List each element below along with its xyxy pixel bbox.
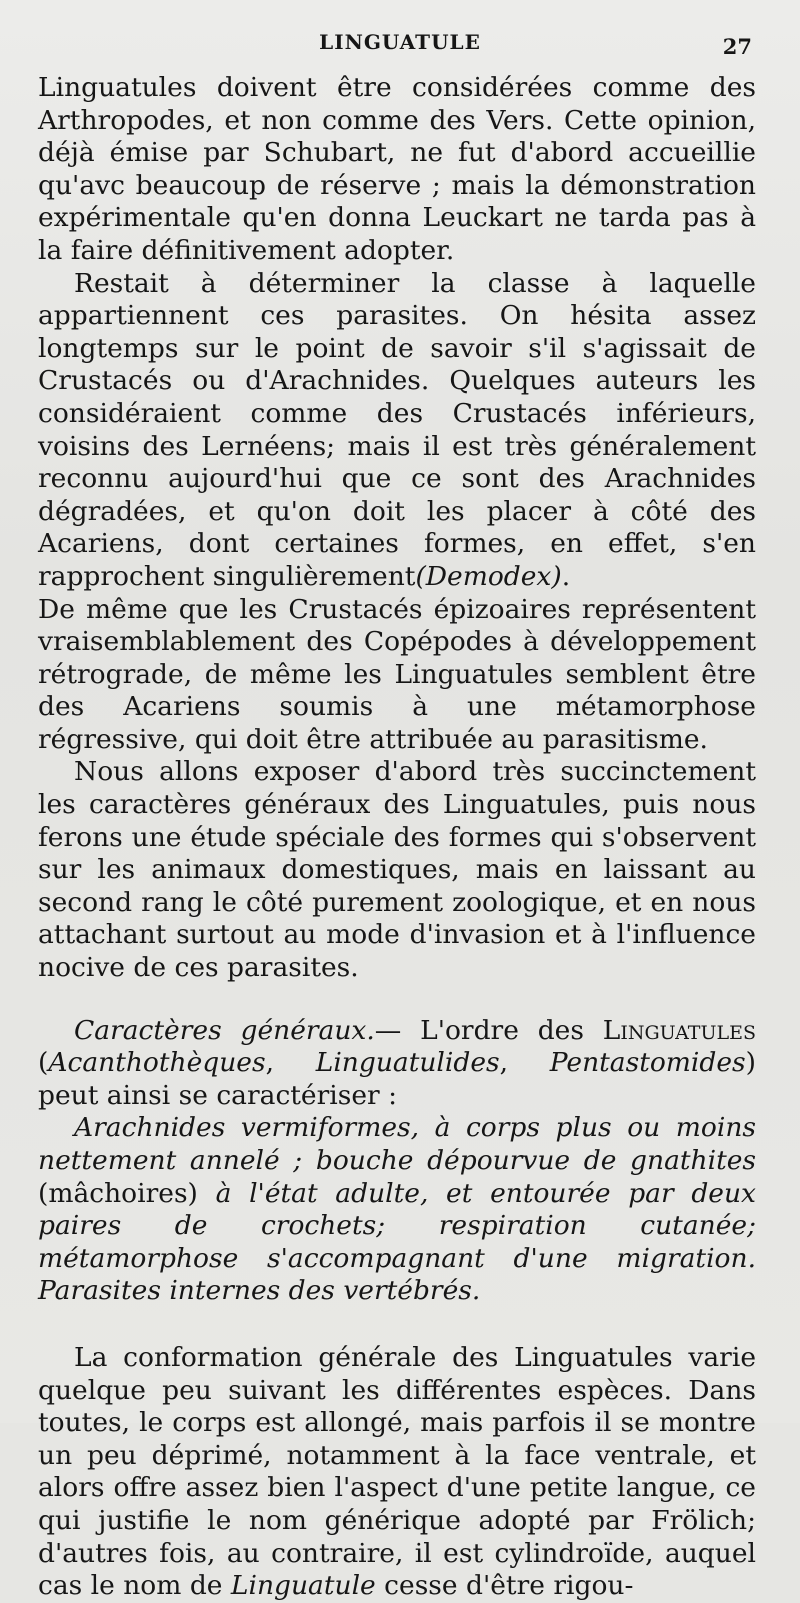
paragraph-text: Nous allons exposer d'abord très succinctement les caractères généraux des Linguatules, puis nous ferons une étude spéciale des formes qui s'observent sur les animaux domestiques, mais en laissant au second rang le côté purement zoologique, et en nous attachant surtout au mode d'invasion et à l'influence nocive de ces parasites. xyxy=(38,756,756,984)
paragraph-text: La conformation générale des Linguatules varie quelque peu suivant les différentes espèces. Dans toutes, le corps est allongé, mais parfois il se montre un peu déprimé, notamment à la face ventrale, et alors offre assez bien l'aspect d'une petite langue, ce qui justifie le nom générique adopté par Frölich; d'autres fois, au contraire, il est cylindroïde, auquel cas le nom de xyxy=(38,1341,756,1602)
paragraph-classe xyxy=(38,268,756,594)
paragraph-end: . xyxy=(561,560,571,592)
demodex-italic: (Demodex) xyxy=(415,560,562,592)
synonym-1: Acanthothèques xyxy=(48,1047,266,1079)
paragraph-conformation xyxy=(38,1342,756,1603)
separator: , xyxy=(265,1047,316,1079)
linguatule-italic: Linguatule xyxy=(230,1570,376,1602)
running-head xyxy=(0,30,800,60)
definition-part-1: Arachnides vermiformes, à corps plus ou moins nettement annelé ; bouche dépourvue de gnathites xyxy=(38,1112,756,1176)
heading-after: ) peut ainsi se caractériser : xyxy=(38,1047,756,1111)
paragraph-metamorphose xyxy=(38,594,756,757)
separator: , xyxy=(499,1047,550,1079)
heading-lead: L'ordre des xyxy=(401,1014,603,1046)
definition-part-2: à l'état adulte, et entourée par deux paires de crochets; respiration cutanée; métamorphose s'accompagnant d'une migration. Parasites internes des vertébrés. xyxy=(38,1177,756,1307)
body-text xyxy=(38,72,756,1603)
section-heading: Caractères généraux. xyxy=(74,1014,375,1046)
synonym-2: Linguatulides xyxy=(315,1047,500,1079)
paragraph-text: Linguatules doivent être considérées comme des Arthropodes, et non comme des Vers. Cette opinion, déjà émise par Schubart, ne fut d'abord accueillie qu'avc beaucoup de réserve ; mais la démonstration expérimentale qu'en donna Leuckart ne tarda pas à la faire définitivement adopter. xyxy=(38,72,756,266)
paragraph-definition xyxy=(38,1112,756,1308)
heading-dash: — xyxy=(374,1014,402,1046)
paragraph-arthropodes xyxy=(38,72,756,268)
page-number: 27 xyxy=(722,34,752,59)
definition-gloss: (mâchoires) xyxy=(38,1177,216,1209)
order-name: Linguatules xyxy=(602,1014,756,1046)
paragraph-exposer xyxy=(38,756,756,984)
synonym-3: Pentastomides xyxy=(549,1047,746,1079)
running-title: LINGUATULE xyxy=(319,30,481,54)
paragraph-text: De même que les Crustacés épizoaires représentent vraisemblablement des Copépodes à développement rétrograde, de même les Linguatules semblent être des Acariens soumis à une métamorphose régressive, qui doit être attribuée au parasitisme. xyxy=(38,593,756,755)
paragraph-tail: cesse d'être rigou- xyxy=(375,1570,634,1602)
paragraph-text: Restait à déterminer la classe à laquelle appartiennent ces parasites. On hésita assez longtemps sur le point de savoir s'il s'agissait de Crustacés ou d'Arachnides. Quelques auteurs les considéraient comme des Crustacés inférieurs, voisins des Lernéens; mais il est très généralement reconnu aujourd'hui que ce sont des Arachnides dégradées, et qu'on doit les placer à côté des Acariens, dont certaines formes, en effet, s'en rapprochent singulièrement xyxy=(38,267,756,592)
paragraph-caracteres xyxy=(38,1015,756,1113)
paren-open: ( xyxy=(38,1047,49,1079)
